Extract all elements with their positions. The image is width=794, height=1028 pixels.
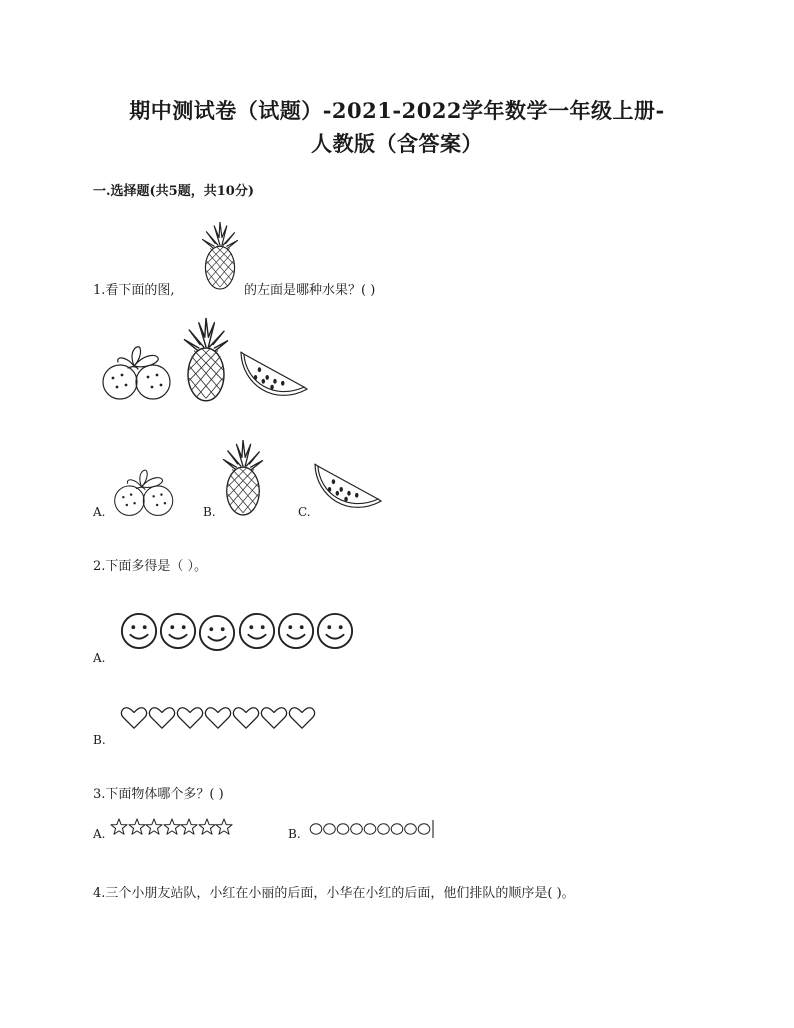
pineapple-icon [180,318,232,402]
q2-smiley-row[interactable] [120,612,360,654]
q3-option-a-label[interactable]: A. [93,827,106,841]
pineapple-icon [198,222,242,290]
berries-icon[interactable] [110,466,180,518]
smiley-icon [198,614,236,652]
star-icon [145,818,163,836]
q1-text-before: 1.看下面的图, [93,283,175,298]
watermelon-icon[interactable] [314,460,382,514]
smiley-icon [316,612,354,650]
section-heading: 一.选择题(共5题，共10分) [93,184,254,199]
smiley-icon [120,612,158,650]
star-icon [163,818,181,836]
pineapple-icon[interactable] [219,440,267,516]
heart-icon [176,706,204,730]
heart-icon [288,706,316,730]
heart-icon [120,706,148,730]
star-icon [180,818,198,836]
smiley-icon [277,612,315,650]
q3-star-row[interactable] [110,818,240,838]
document-title-line2: 人教版（含答案） [311,131,483,156]
star-icon [128,818,146,836]
watermelon-icon [240,348,308,402]
q1-option-a-label[interactable]: A. [93,505,106,519]
heart-icon [232,706,260,730]
q3-text: 3.下面物体哪个多？( ) [93,787,224,802]
star-icon [215,818,233,836]
q1-text-after: 的左面是哪种水果？( ) [244,283,376,298]
smiley-icon [159,612,197,650]
q2-option-a-label[interactable]: A. [93,651,106,665]
q3-circle-row[interactable] [309,820,439,838]
berries-icon [98,342,178,402]
heart-icon [260,706,288,730]
star-icon [110,818,128,836]
heart-icon [148,706,176,730]
circle-row-graphic [309,820,437,838]
q2-text: 2.下面多得是（ ）。 [93,559,208,574]
q2-option-b-label[interactable]: B. [93,733,106,747]
document-title-line1: 期中测试卷（试题）-2021-2022学年数学一年级上册- [129,98,665,123]
q4-text: 4.三个小朋友站队，小红在小丽的后面，小华在小红的后面，他们排队的顺序是( )。 [93,886,575,901]
q2-heart-row[interactable] [120,706,340,732]
q1-option-b-label[interactable]: B. [203,505,216,519]
q1-fruit-lineup [98,318,313,408]
q3-option-b-label[interactable]: B. [288,827,301,841]
heart-icon [204,706,232,730]
q1-option-c-label[interactable]: C. [298,505,311,519]
smiley-icon [238,612,276,650]
star-icon [198,818,216,836]
